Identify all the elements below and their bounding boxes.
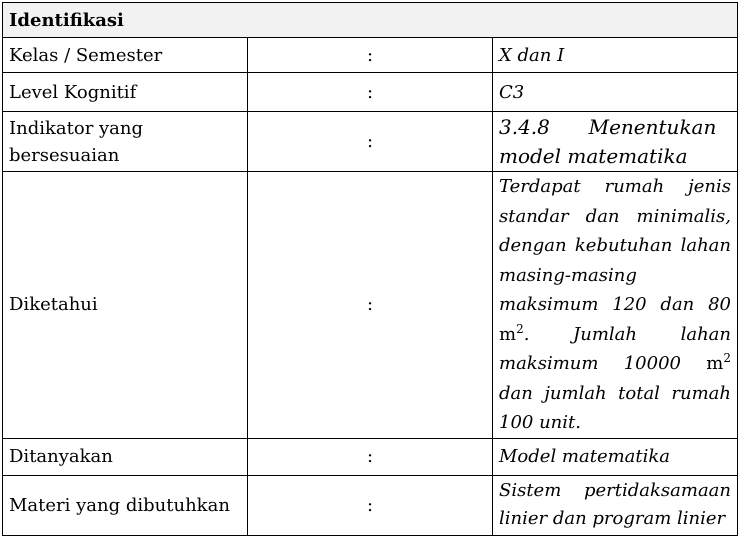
- row-indikator: [3, 112, 738, 172]
- row-label-line: Indikator yang: [9, 117, 144, 139]
- row-label: Materi yang dibutuhkan: [3, 475, 248, 535]
- row-label-line: bersesuaian: [9, 144, 120, 166]
- known-text-part2: . Jumlah lahan maksimum 10000: [499, 323, 731, 374]
- colon-separator: :: [248, 73, 493, 112]
- unit-symbol: m: [499, 323, 517, 345]
- row-value: [493, 112, 738, 172]
- unit-symbol: m: [706, 353, 724, 374]
- table-header-row: [3, 3, 738, 38]
- unit-exponent: 2: [516, 321, 524, 336]
- identification-table: [2, 2, 738, 536]
- row-label: Ditanyakan: [3, 438, 248, 475]
- colon-separator: :: [248, 475, 493, 535]
- known-text-part3: dan jumlah total rumah 100 unit.: [499, 382, 731, 433]
- colon-separator: :: [248, 38, 493, 73]
- row-kelas-semester: [3, 38, 738, 73]
- row-ditanyakan: [3, 438, 738, 475]
- row-label: Level Kognitif: [3, 73, 248, 112]
- row-value: X dan I: [493, 38, 738, 73]
- unit-exponent: 2: [723, 351, 731, 365]
- colon-separator: :: [248, 438, 493, 475]
- indicator-code: 3.4.8: [499, 114, 550, 139]
- known-text-part1: Terdapat rumah jenis standar dan minimalis, dengan kebutuhan lahan masing-masing maksimum 120 dan 80: [499, 176, 731, 315]
- row-diketahui: [3, 172, 738, 439]
- colon-separator: :: [248, 112, 493, 172]
- row-level-kognitif: [3, 73, 738, 112]
- colon-separator: :: [248, 172, 493, 439]
- row-label: Diketahui: [3, 172, 248, 439]
- indicator-text: Menentukan model matematika: [499, 114, 717, 168]
- row-materi: [3, 475, 738, 535]
- row-value: C3: [493, 73, 738, 112]
- table-title: Identifikasi: [3, 3, 738, 38]
- row-value: Sistem pertidaksamaan linier dan program linier: [493, 475, 738, 535]
- row-label: Kelas / Semester: [3, 38, 248, 73]
- row-value: [493, 172, 738, 439]
- row-label: [3, 112, 248, 172]
- row-value: Model matematika: [493, 438, 738, 475]
